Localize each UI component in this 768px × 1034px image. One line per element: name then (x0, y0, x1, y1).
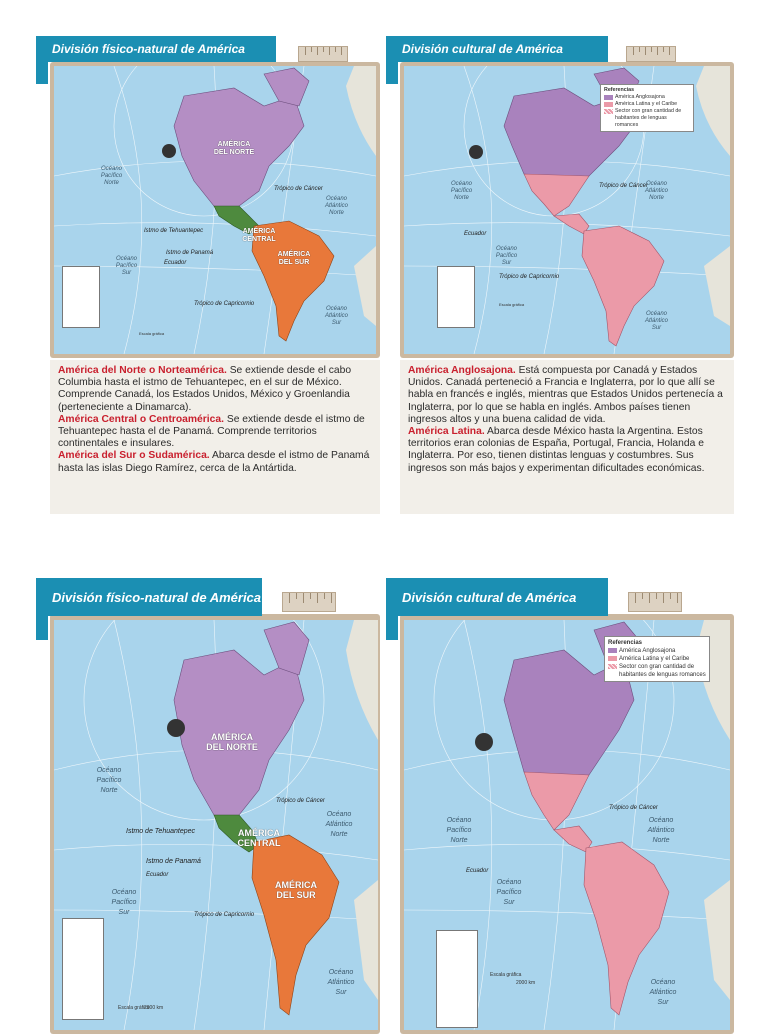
label-ecuador: Ecuador (466, 868, 489, 874)
map-title: División físico-natural de América (36, 36, 276, 62)
text-cultural (400, 360, 734, 514)
heading-south: América del Sur o Sudamérica. (58, 450, 210, 462)
label-atlantic-south: Océano Atlántico Sur (649, 979, 677, 1006)
legend-item (608, 647, 706, 655)
legend-swatch (604, 109, 613, 114)
inset-map (436, 930, 478, 1028)
label-ecuador: Ecuador (164, 260, 187, 266)
label-panama: Istmo de Panamá (146, 858, 201, 865)
label-pacific-north: Océano Pacífico Norte (446, 817, 472, 844)
legend-item (608, 663, 706, 679)
label-cancer: Trópico de Cáncer (276, 798, 325, 804)
label-panama: Istmo de Panamá (166, 250, 214, 256)
legend-label: América Anglosajona (619, 648, 676, 654)
inset-map (437, 266, 475, 328)
label-pacific-north: Océano Pacífico Norte (96, 767, 122, 794)
label-pacific-south: Océano Pacífico Sur (111, 889, 137, 916)
label-capricornio: Trópico de Capricornio (499, 274, 560, 280)
scale-label: Escala gráfica (139, 331, 165, 336)
ruler-decoration (282, 592, 336, 612)
scale-label: Escala gráfica (118, 1005, 150, 1011)
ruler-decoration (628, 592, 682, 612)
legend-swatch (608, 648, 617, 653)
legend-swatch (604, 95, 613, 100)
physical-map (54, 66, 376, 354)
text-north: Se extiende desde el cabo Columbia hasta el istmo de Tehuantepec, en el sur de México. Comprende Canadá, los Estados Unidos, México y Groenlandia (perteneciente a Dinamarca). (58, 365, 352, 413)
legend-swatch (608, 656, 617, 661)
text-central: Se extiende desde el istmo de Tehuantepec hasta el de Panamá. Comprende territorios continentales e insulares. (58, 413, 365, 450)
label-north-america: AMÉRICA DEL NORTE (206, 732, 258, 752)
legend-label: América Latina y el Caribe (615, 101, 678, 107)
label-ecuador: Ecuador (146, 872, 169, 878)
label-north-america: AMÉRICA DEL NORTE (213, 141, 255, 156)
legend-title: Referencias (604, 87, 635, 93)
panel-cultural-bottom (386, 576, 738, 1024)
label-pacific-north: Océano Pacífico Norte (100, 166, 123, 186)
scale-label: Escala gráfica (490, 972, 522, 978)
panel-physical-bottom (36, 576, 382, 1024)
label-cancer: Trópico de Cáncer (274, 186, 323, 192)
text-latina: Abarca desde México hasta la Argentina. Estos territorios eran colonias de España, Portugal, Francia, Holanda e Inglaterra. Por eso, tienen distintas lenguas y costumbres. Sus ingresos son más bajos y experimentan dificultades económicas. (408, 426, 705, 474)
label-atlantic-north: Océano Atlántico Norte (647, 817, 675, 844)
legend-title: Referencias (608, 640, 643, 646)
label-capricornio: Trópico de Capricornio (194, 301, 255, 307)
label-atlantic-south: Océano Atlántico Sur (324, 306, 348, 326)
legend-label: Sector con gran cantidad de habitantes de lenguas romances (619, 664, 706, 678)
label-south-america: AMÉRICA DEL SUR (275, 880, 317, 900)
text-anglo: Está compuesta por Canadá y Estados Unidos. Canadá perteneció a Francia e Inglaterra, por lo que allí se habla en francés e inglés, mientras que Estados Unidos pertenecía a Inglaterra, por lo que se habla en inglés. Ambos países tienen ingresos altos y una buena calidad de vida. (408, 365, 723, 425)
panel-cultural-top (386, 34, 738, 514)
map-legend (600, 84, 694, 132)
label-atlantic-north: Océano Atlántico Norte (325, 811, 353, 838)
legend-swatch (608, 664, 617, 669)
label-central-america: AMÉRICA CENTRAL (242, 228, 276, 243)
label-atlantic-south: Océano Atlántico Sur (327, 969, 355, 996)
map-legend (604, 636, 710, 682)
heading-anglo: América Anglosajona. (408, 365, 516, 376)
label-tehuantepec: Istmo de Tehuantepec (126, 828, 196, 835)
legend-swatch (604, 102, 613, 107)
legend-label: América Anglosajona (615, 94, 665, 100)
text-south: Abarca desde el istmo de Panamá hasta las islas Diego Ramírez, cerca de la Antártida. (58, 450, 370, 474)
legend-item (604, 101, 690, 108)
panel-physical-top (36, 34, 382, 514)
label-cancer: Trópico de Cáncer (599, 183, 648, 189)
label-pacific-south: Océano Pacífico Sur (496, 879, 522, 906)
label-cancer: Trópico de Cáncer (609, 805, 658, 811)
label-pacific-south: Océano Pacífico Sur (115, 256, 138, 276)
label-south-america: AMÉRICA DEL SUR (277, 251, 311, 266)
label-tehuantepec: Istmo de Tehuantepec (144, 228, 204, 234)
label-capricornio: Trópico de Capricornio (194, 912, 255, 918)
text-physical (50, 360, 380, 514)
legend-label: América Latina y el Caribe (619, 656, 690, 662)
label-pacific-south: Océano Pacífico Sur (495, 246, 518, 266)
scale-km: 2000 km (516, 980, 536, 986)
label-ecuador: Ecuador (464, 231, 487, 237)
inset-map (62, 918, 104, 1020)
physical-map (54, 620, 378, 1030)
map-title: División cultural de América (386, 36, 608, 62)
label-central-america: AMÉRICA CENTRAL (237, 828, 281, 848)
legend-label: Sector con gran cantidad de habitantes de lenguas romances (615, 108, 682, 128)
inset-map (62, 266, 100, 328)
scale-km: 2000 km (144, 1005, 164, 1011)
cultural-map (404, 620, 730, 1030)
cultural-map (404, 66, 730, 354)
scale-label: Escala gráfica (499, 302, 525, 307)
label-atlantic-south: Océano Atlántico Sur (644, 311, 668, 331)
ruler-decoration (298, 46, 348, 62)
legend-item (604, 108, 690, 129)
legend-item (608, 655, 706, 663)
label-atlantic-north: Océano Atlántico Norte (324, 196, 348, 216)
map-title: División físico-natural de América (36, 578, 262, 616)
label-pacific-north: Océano Pacífico Norte (450, 181, 473, 201)
heading-latina: América Latina. (408, 426, 485, 438)
ruler-decoration (626, 46, 676, 62)
label-atlantic-north: Océano Atlántico Norte (644, 181, 668, 201)
heading-central: América Central o Centroamérica. (58, 413, 224, 425)
legend-item (604, 94, 690, 101)
map-title: División cultural de América (386, 578, 608, 616)
heading-north: América del Norte o Norteamérica. (58, 365, 227, 376)
